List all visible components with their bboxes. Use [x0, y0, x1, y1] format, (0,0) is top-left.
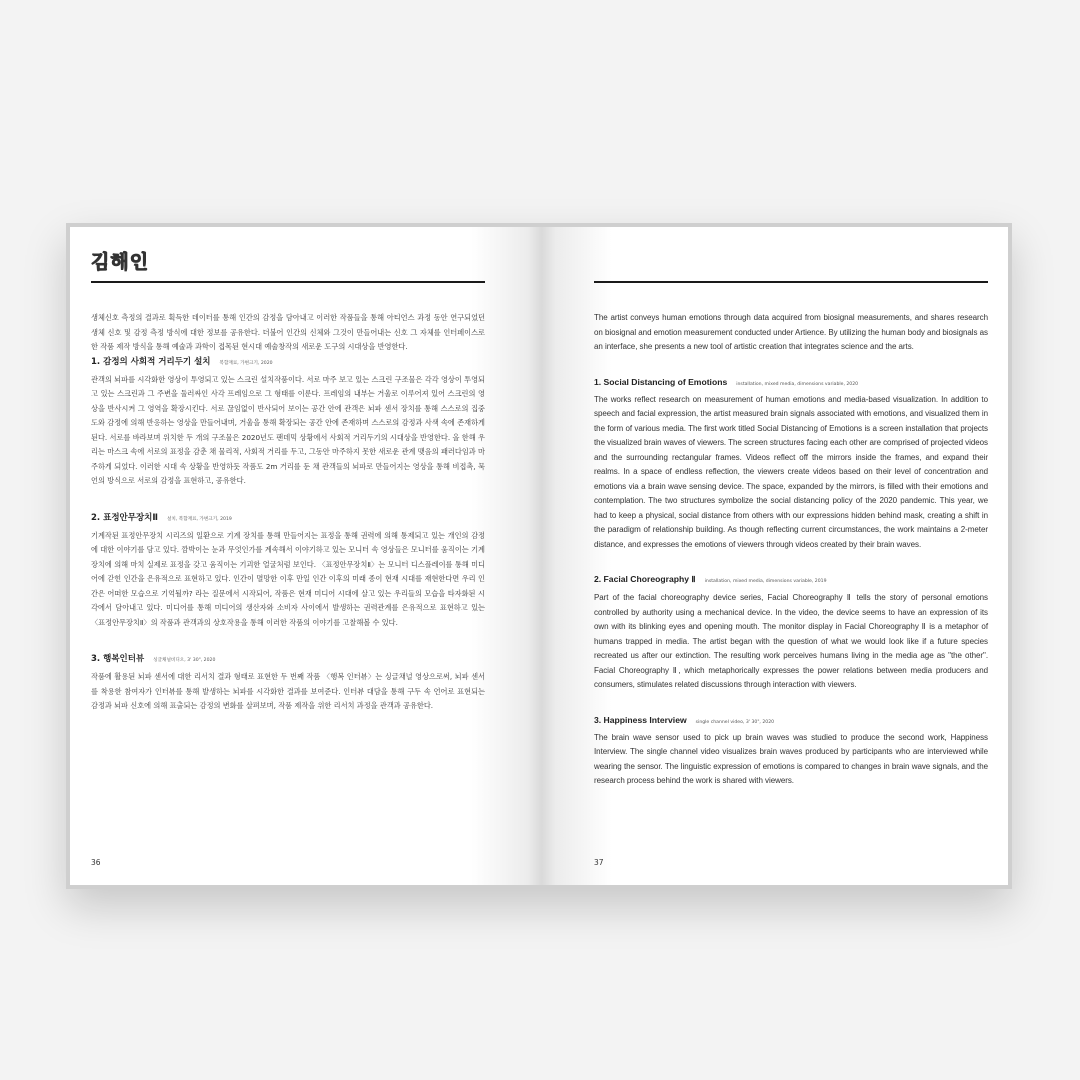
section-meta: single channel video, 3' 30", 2020 — [695, 719, 775, 725]
left-page — [70, 227, 542, 885]
book-spread — [66, 223, 1012, 889]
right-page — [542, 227, 1008, 885]
section-body: 작품에 활용된 뇌파 센서에 대한 리서치 결과 형태로 표현한 두 번째 작품 〈행복 인터뷰〉는 싱글채널 영상으로써, 뇌파 센서를 착용한 참여자가 인터뷰를 통해 발생하는 뇌파를 시각화한 결과를 보여준다. 인터뷰 대담을 통해 구두 속 언어로 표현되는 감정과 뇌파 신호에 의해 표출되는 감정의 변화를 살펴보며, 작품 제작을 위한 리서치 과정을 관객과 공유한다. — [91, 672, 485, 710]
page-number: 36 — [91, 858, 101, 867]
section-meta: 싱글채널비디오, 3' 30", 2020 — [153, 658, 216, 663]
work-section-2 — [594, 574, 988, 693]
section-meta: installation, mixed media, dimensions variable, 2020 — [736, 381, 859, 387]
artist-name: 김해인 — [91, 251, 150, 273]
section-body: 관객의 뇌파를 시각화한 영상이 투영되고 있는 스크린 설치작품이다. 서로 마주 보고 있는 스크린 구조물은 각각 영상이 투영되고 있는 스크린과 그 주변을 둘러싸인 사각 프레임으로 그 형태를 이룬다. 프레임의 내부는 거울로 이루어져 있어 스크린의 영상을 반사시켜 그 영역을 확장시킨다. 서로 끊임없이 반사되어 보이는 공간 안에 관객은 뇌파 센서 장치를 통해 스스로의 집중도와 감정에 의해 반응하는 영상을 만들어내며, 거울을 통해 확장되는 공간 안에 존재하며 스스로의 감정과 사색 속에 존재하게 된다. 서로를 바라보며 위치한 두 개의 구조물은 2020년도 팬데믹 상황에서 사회적 거리두기의 시대상을 반영한다. 올 한해 우리는 마스크 속에 서로의 표정을 감춘 채 물리적, 사회적 거리를 두고, 그동안 마주하지 못한 새로운 관계 맺음의 패러다임과 마주하게 되었다. 이러한 시대 속 상황을 반영하듯 작품도 2m 거리를 둔 채 관객들의 뇌파로 만들어지는 영상을 통해 비접촉, 묵언의 방식으로 서로의 감정을 표현하고, 공유한다. — [91, 374, 485, 485]
page-number: 37 — [594, 858, 604, 867]
right-content — [594, 311, 988, 789]
work-section-1 — [91, 355, 485, 489]
intro-text: The artist conveys human emotions through data acquired from biosignal measurements, and shares research on biosignal and emotion measurement conducted under Artience. By utilizing the human body and biosignals as an interface, she presents a new tool of artistic creation that integrates science and the arts. — [594, 313, 988, 351]
section-title: 3. 행복인터뷰 — [91, 654, 145, 664]
section-heading — [91, 355, 485, 367]
section-title: 3. Happiness Interview — [594, 714, 687, 725]
work-section-3 — [91, 652, 485, 714]
section-body: Part of the facial choreography device series, Facial Choreography Ⅱ tells the story of personal emotions controlled by authority using a mechanical device. In the video, the device seems to have an expression of its own with its blinking eyes and opening mouth. The monitor display in Facial Choreography Ⅱ is a metaphor of humans trapped in media. The artist began with the question of what we would look like if a future species recreated us after our extinction. The resulting work perceives humans living in the media age as "the other". Facial Choreography Ⅱ, which metaphorically expresses the power relations between media producers and consumers, stimulates related discussions through interaction with viewers. — [594, 593, 988, 689]
section-heading — [594, 377, 988, 387]
section-title: 2. 표정안무장치Ⅱ — [91, 512, 158, 523]
section-meta: 설치, 복합재료, 가변크기, 2019 — [166, 516, 232, 522]
section-title: 2. Facial Choreography Ⅱ — [594, 574, 696, 584]
section-heading — [91, 511, 485, 523]
section-meta: 복합재료, 가변크기, 2020 — [219, 360, 273, 366]
section-meta: installation, mixed media, dimensions variable, 2019 — [704, 579, 827, 584]
section-heading — [594, 715, 988, 725]
title-rule — [91, 281, 485, 283]
section-title: 1. Social Distancing of Emotions — [594, 376, 728, 387]
section-body: The works reflect research on measurement of human emotions and media-based visualization. In addition to speech and facial expression, the artist measured brain signals associated with emotions, and visualized them in the form of various media. The first work titled Social Distancing of Emotions is a screen installation that projects the visualized brain waves of viewers. The screen structures facing each other are comprised of projected videos and the surrounding rectangular frames. Videos reflect off the mirrors inside the frames, and expand their realms. In a space of endless reflection, the viewers create videos based on their level of concentration and emotions via a brain wave sensing device. The space, expanded by the mirrors, is filled with their emotions and contemplation. The two structures symbolize the social distancing policy of the 2020 pandemic. This year, we had to keep a physical, social distance from others with our expressions hidden behind mask, creating a shift in the paradigm of relationship building. As though reflecting current circumstances, the work maintains a 2-meter distance, and expresses the emotions of viewers through videos created by their brain waves. — [594, 394, 988, 549]
title-rule — [594, 281, 988, 283]
work-section-1 — [594, 377, 988, 553]
section-title: 1. 감정의 사회적 거리두기 설치 — [91, 356, 211, 367]
section-heading — [594, 574, 988, 585]
section-body: The brain wave sensor used to pick up brain waves was studied to produce the second work, Happiness Interview. The single channel video visualizes brain waves produced by participants who are interviewed while wearing the sensor. The linguistic expression of emotions is compared to changes in brain wave signals, and the research process behind the work is shared with viewers. — [594, 732, 988, 785]
work-section-3 — [594, 715, 988, 789]
section-heading — [91, 652, 485, 664]
work-section-2 — [91, 511, 485, 631]
section-body: 기계작된 표정안무장치 시리즈의 일환으로 기계 장치를 통해 만들어지는 표정을 통해 권력에 의해 통제되고 있는 개인의 감정에 대한 이야기를 담고 있다. 깜박이는 눈과 무엇인가를 계속해서 이야기하고 있는 모니터 속 영상들은 모니터를 움직이는 기계 장치에 의해 마치 실제로 표정을 갖고 움직이는 기괴한 얼굴처럼 보인다. 〈표정안무장치Ⅱ〉는 모니터 디스플레이를 통해 미디어에 갇힌 인간을 은유적으로 표현하고 있다. 인간이 멸망한 이후 만일 인간 이후의 미래 종이 현재 시대를 재현한다면 우리 인간은 어떠한 모습으로 기억될까? 라는 질문에서 시작되어, 작품은 현재 미디어 시대에 살고 있는 우리들의 모습을 타자화된 시각에서 담아내고 있다. 미디어를 통해 미디어의 생산자와 소비자 사이에서 발생하는 권력관계를 은유적으로 표현하고 있는 〈표정안무장치Ⅱ〉의 작품과 관객과의 상호작용을 통해 이러한 작품의 이야기를 고찰해볼 수 있다. — [91, 530, 485, 627]
left-content — [91, 311, 485, 714]
intro-text: 생체신호 측정의 결과로 획득한 데이터를 통해 인간의 감정을 담아내고 이러한 작품들을 통해 아티언스 과정 동안 연구되었던 생체 신호 및 감정 측정 방식에 대한 정보를 공유한다. 더불어 인간의 신체와 그것이 만들어내는 신호 그 자체를 인터페이스로 한 작품 제작 방식을 통해 예술과 과학이 접목된 현시대 예술창작의 새로운 도구의 시대상을 반영한다. — [91, 313, 485, 351]
